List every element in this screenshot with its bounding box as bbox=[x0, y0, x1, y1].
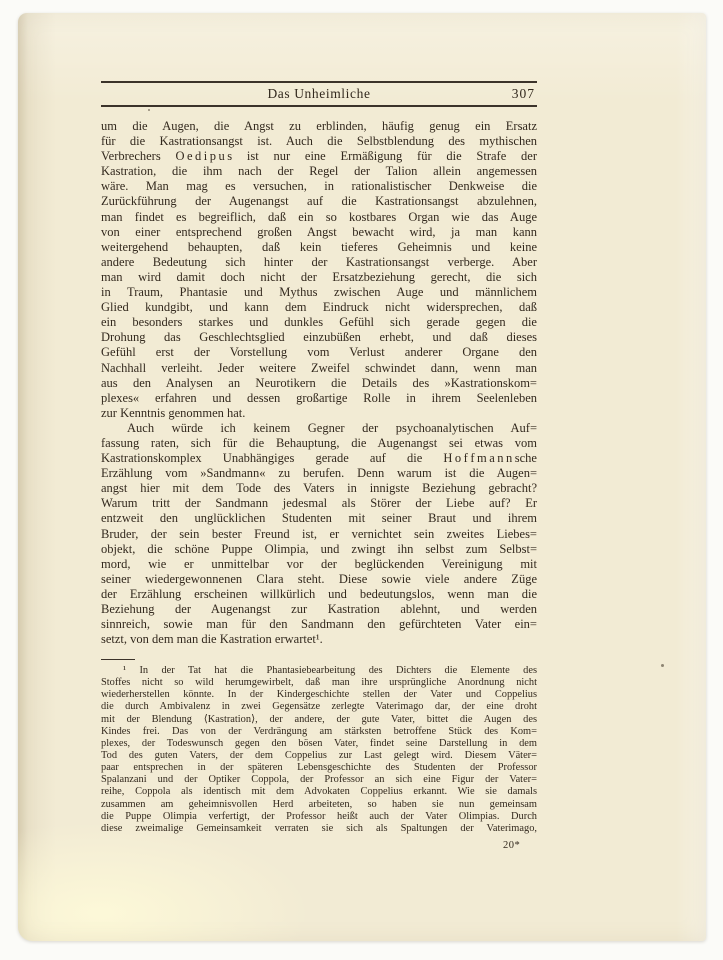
text-line: ein besonders starkes und dunkles Gefühl sich gerade gegen die bbox=[101, 315, 537, 330]
footnote-line: die Puppe Olimpia verfertigt, der Professor heißt auch der Vater Olimpias. Durch bbox=[101, 810, 537, 822]
text-line: Auch würde ich keinem Gegner der psychoanalytischen Auf= bbox=[127, 420, 537, 435]
text-line: Gefühl erst der Vorstellung vom Verlust anderer Organe den bbox=[101, 345, 537, 360]
footnote-line: reihe, Coppola als identisch mit dem Advokaten Coppelius erkannt. Wie sie damals bbox=[101, 786, 537, 798]
text-line: zur Kenntnis genommen hat. bbox=[101, 405, 246, 420]
paragraph bbox=[101, 119, 537, 421]
text-line: um die Augen, die Angst zu erblinden, häufig genug ein Ersatz bbox=[101, 119, 537, 133]
text-line: andere Bedeutung sich hinter der Kastrationsangst verberge. Aber bbox=[101, 254, 537, 269]
text-line: von einer entsprechend großen Angst bewacht wird, ja man kann bbox=[101, 224, 537, 239]
text-line: mord, wie er unmittelbar vor der beglückenden Vereinigung mit bbox=[101, 556, 537, 571]
text-line: der Erzählung erscheinen willkürlich und bedeutungslos, wenn man die bbox=[101, 586, 537, 601]
text-line: man findet es begreiflich, daß ein so kostbares Organ wie das Auge bbox=[101, 209, 537, 224]
running-header bbox=[101, 81, 537, 107]
text-line: seiner wiedergewonnenen Clara steht. Diese sowie viele andere Züge bbox=[101, 571, 537, 586]
footnote-line: zusammen am geheimnisvollen Herd arbeiteten, so haben sie nun gemeinsam bbox=[101, 798, 537, 810]
footnote-line: die durch Ambivalenz in zwei Gegensätze zerlegte Vaterimago dar, der eine droht bbox=[101, 701, 537, 713]
text-line: Zurückführung der Augenangst auf die Kastrationsangst abzulehnen, bbox=[101, 194, 537, 209]
footnote-line: ¹ In der Tat hat die Phantasiebearbeitung des Dichters die Elemente des bbox=[123, 665, 537, 676]
text-line: man wird damit doch nicht der Ersatzbeziehung gerecht, die sich bbox=[101, 269, 537, 284]
text-line: Drohung das Geschlechtsglied einzubüßen erhebt, und daß dieses bbox=[101, 330, 537, 345]
footnote bbox=[101, 665, 537, 835]
text-line: plexes« erfahren und dessen großartige Rolle in ihrem Seelenleben bbox=[101, 390, 537, 405]
text-line: Kastration, die ihm nach der Regel der Talion allein angemessen bbox=[101, 164, 537, 179]
text-line: Beziehung der Augenangst zur Kastration ablehnt, und werden bbox=[101, 602, 537, 616]
text-line: Erzählung vom »Sandmann« zu berufen. Denn warum ist die Augen= bbox=[101, 466, 537, 481]
footnote-line: Tod des guten Vaters, der dem Coppelius zur Last gelegt wird. Diesem Väter= bbox=[101, 749, 537, 761]
footnote-line: wiederherstellen könnte. In der Kindergeschichte stellen der Vater und Coppelius bbox=[101, 689, 537, 701]
text-line: für die Kastrationsangst ist. Auch die Selbstblendung des mythischen bbox=[101, 134, 537, 149]
signature-mark: 20* bbox=[503, 840, 521, 851]
scan-speck bbox=[148, 109, 150, 111]
text-line: fassung raten, sich für die Behauptung, die Augenangst sei etwas vom bbox=[101, 435, 537, 450]
paragraph bbox=[101, 421, 537, 647]
footnote-separator bbox=[101, 659, 135, 660]
page-number: 307 bbox=[511, 86, 535, 101]
footnote-line: diese zweimalige Gemeinsamkeit verraten sie sich als Spaltungen der Vaterimago, bbox=[101, 822, 537, 834]
text-line: Kastrationskomplex Unabhängiges gerade auf die H o f f m a n n sche bbox=[101, 451, 537, 466]
footnote-line: mit der Blendung ⟨Kastration⟩, der andere, der gute Vater, bittet die Augen des bbox=[101, 713, 537, 725]
text-line: angst hier mit dem Tode des Vaters in innigste Beziehung gebracht? bbox=[101, 481, 537, 496]
text-line: Verbrechers O e d i p u s ist nur eine Ermäßigung für die Strafe der bbox=[101, 149, 537, 164]
text-line: Nachhall verleiht. Jeder weitere Zweifel schwindet dann, wenn man bbox=[101, 360, 537, 375]
text-line: Glied kundgibt, und kann dem Eindruck nicht widersprechen, daß bbox=[101, 300, 537, 315]
text-line: objekt, die schöne Puppe Olimpia, und zwingt ihn selbst zum Selbst= bbox=[101, 541, 537, 556]
text-line: Warum tritt der Sandmann jedesmal als Störer der Liebe auf? Er bbox=[101, 496, 537, 511]
text-line: in Traum, Phantasie und Mythus zwischen Auge und männlichem bbox=[101, 285, 537, 300]
footnote-line: Stoffes nicht so wild herumgewirbelt, daß man ihre ursprüngliche Anordnung nicht bbox=[101, 677, 537, 689]
footnote-line: plexes, der Todeswunsch gegen den bösen Vater, findet seine Darstellung in dem bbox=[101, 737, 537, 749]
body-text bbox=[101, 119, 537, 647]
text-line: Bruder, der sein bester Freund ist, er vernichtet sein zweites Liebes= bbox=[101, 526, 537, 541]
footnote-line: paar entsprechen in der späteren Lebensgeschichte des Studenten der Professor bbox=[101, 762, 537, 774]
scan-speck bbox=[661, 664, 664, 667]
page-header-title: Das Unheimliche bbox=[267, 86, 371, 101]
text-line: wäre. Man mag es versuchen, in rationalistischer Denkweise die bbox=[101, 179, 537, 194]
footnote-line: Kindes frei. Das von der Verdrängung am stärksten betroffene Stück des Kom= bbox=[101, 725, 537, 737]
footnote-line: Spalanzani und der Optiker Coppola, der Professor an sich eine Figur der Vater= bbox=[101, 774, 537, 786]
text-line: entzweit den unglücklichen Studenten mit seiner Braut und ihrem bbox=[101, 511, 537, 526]
text-line: setzt, von dem man die Kastration erwartet¹. bbox=[101, 632, 323, 647]
text-line: aus den Analysen an Neurotikern die Details des »Kastrationskom= bbox=[101, 375, 537, 390]
text-line: weitergehend behaupten, daß kein tieferes Geheimnis und keine bbox=[101, 239, 537, 254]
text-line: sinnreich, sowie man für den Sandmann den gefürchteten Vater ein= bbox=[101, 617, 537, 632]
